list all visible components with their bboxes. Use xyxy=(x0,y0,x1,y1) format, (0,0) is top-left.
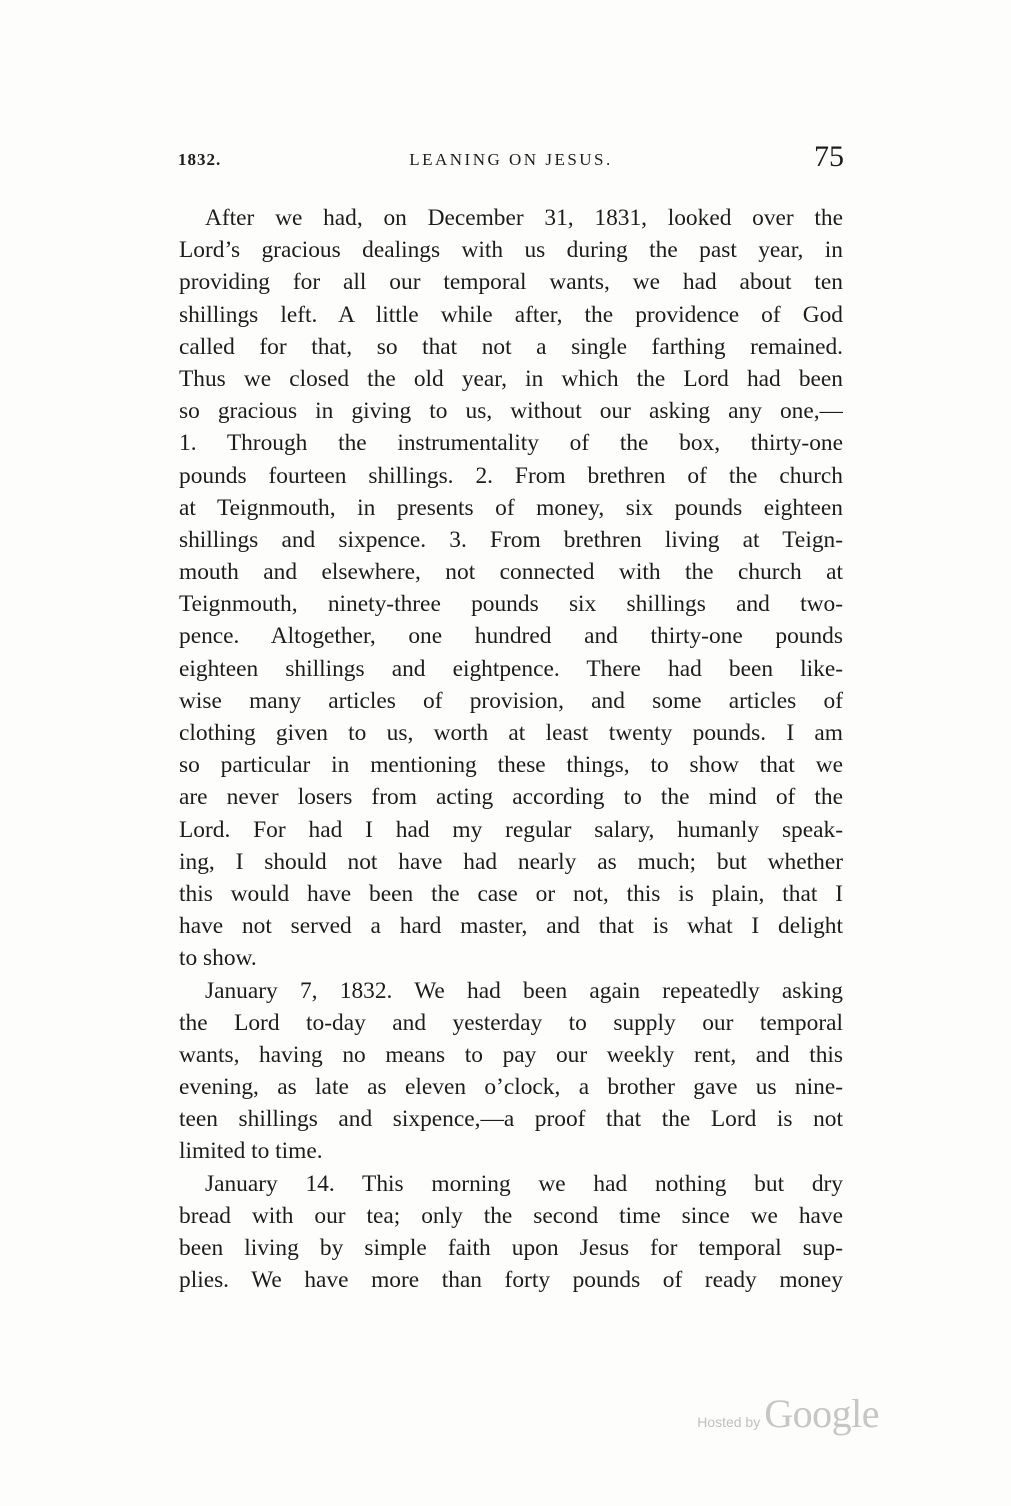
header-year: 1832. xyxy=(178,150,222,169)
text-line: so gracious in giving to us, without our asking any one,— xyxy=(179,398,843,425)
text-line: January 14. This morning we had nothing but dry xyxy=(205,1170,843,1197)
text-line: this would have been the case or not, this is plain, that I xyxy=(179,880,843,907)
text-line: 1. Through the instrumentality of the box, thirty-one xyxy=(179,430,843,457)
hosted-by-label: Hosted by xyxy=(697,1414,761,1430)
text-line: teen shillings and sixpence,—a proof that the Lord is not xyxy=(179,1106,843,1133)
text-line: bread with our tea; only the second time since we have xyxy=(179,1202,843,1229)
text-line: Lord. For had I had my regular salary, humanly speak- xyxy=(179,816,843,843)
text-line: to show. xyxy=(179,945,257,972)
text-line: at Teignmouth, in presents of money, six pounds eighteen xyxy=(179,494,843,521)
text-line: shillings left. A little while after, the providence of God xyxy=(179,301,843,328)
text-line: Teignmouth, ninety-three pounds six shillings and two- xyxy=(179,591,843,618)
text-line: pence. Altogether, one hundred and thirty-one pounds xyxy=(179,623,843,650)
text-line: pounds fourteen shillings. 2. From brethren of the church xyxy=(179,462,843,489)
text-line: are never losers from acting according to the mind of the xyxy=(179,784,843,811)
text-line: evening, as late as eleven o’clock, a brother gave us nine- xyxy=(179,1074,843,1101)
text-line: have not served a hard master, and that is what I delight xyxy=(179,913,843,940)
text-line: mouth and elsewhere, not connected with the church at xyxy=(179,559,843,586)
text-line: the Lord to-day and yesterday to supply our temporal xyxy=(179,1009,843,1036)
text-line: plies. We have more than forty pounds of ready money xyxy=(179,1267,843,1294)
page-number: 75 xyxy=(814,140,844,173)
text-line: Thus we closed the old year, in which the Lord had been xyxy=(179,365,843,392)
text-line: shillings and sixpence. 3. From brethren living at Teign- xyxy=(179,526,843,553)
running-title: LEANING ON JESUS. xyxy=(409,150,613,169)
google-watermark xyxy=(697,1390,879,1438)
text-line: been living by simple faith upon Jesus for temporal sup- xyxy=(179,1235,843,1261)
text-line: providing for all our temporal wants, we had about ten xyxy=(179,269,843,296)
body-text xyxy=(179,202,843,1296)
page-header xyxy=(178,140,844,180)
text-line: After we had, on December 31, 1831, looked over the xyxy=(205,205,843,231)
text-line: wants, having no means to pay our weekly rent, and this xyxy=(179,1041,843,1068)
text-line: limited to time. xyxy=(179,1138,323,1165)
text-line: clothing given to us, worth at least twenty pounds. I am xyxy=(179,720,843,746)
text-line: ing, I should not have had nearly as much; but whether xyxy=(179,848,843,875)
text-line: January 7, 1832. We had been again repeatedly asking xyxy=(205,977,843,1004)
text-line: Lord’s gracious dealings with us during the past year, in xyxy=(179,237,843,264)
text-line: called for that, so that not a single farthing remained. xyxy=(179,333,843,360)
text-line: wise many articles of provision, and some articles of xyxy=(179,687,843,714)
text-line: eighteen shillings and eightpence. There had been like- xyxy=(179,655,843,682)
google-logo: Google xyxy=(764,1391,879,1436)
text-line: so particular in mentioning these things, to show that we xyxy=(179,752,843,779)
